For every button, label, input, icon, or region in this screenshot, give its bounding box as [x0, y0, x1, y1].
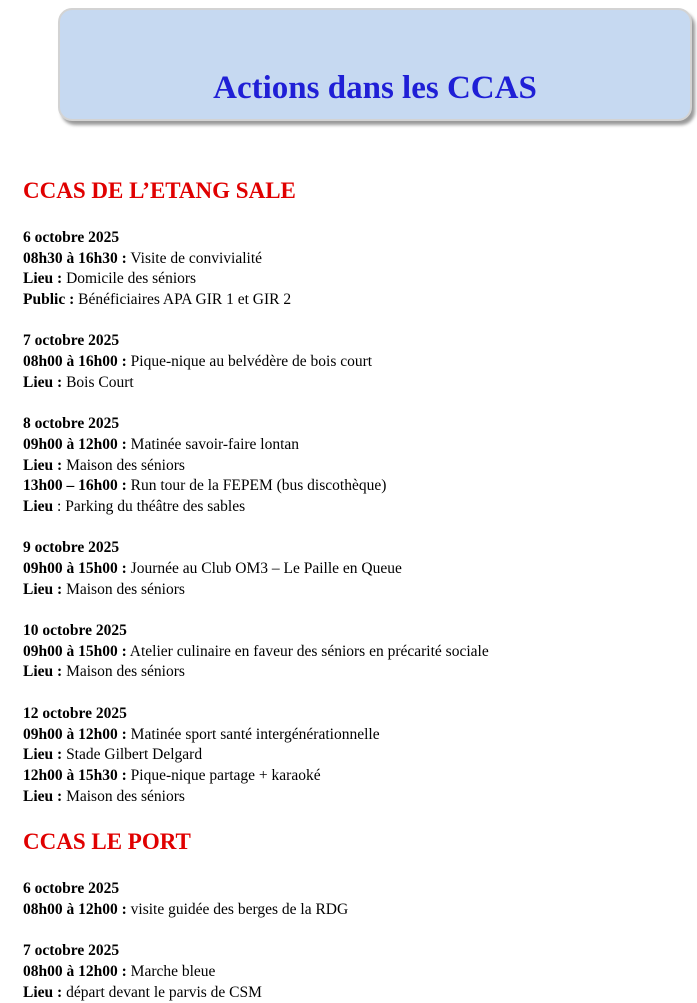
event-label: Lieu : [23, 983, 63, 1001]
event-label: 09h00 à 15h00 : [23, 642, 127, 660]
event-label: 08h30 à 16h30 : [23, 249, 127, 267]
event-line [23, 745, 683, 766]
event-line [23, 269, 683, 290]
event-text: Run tour de la FEPEM (bus discothèque) [126, 477, 387, 495]
event-label: 08h00 à 16h00 : [23, 353, 127, 371]
event-text: Marche bleue [126, 963, 216, 980]
event-date: 12 octobre 2025 [23, 704, 127, 722]
event-line [23, 766, 683, 787]
event-label: 08h00 à 12h00 : [23, 963, 127, 980]
event-line [23, 662, 683, 683]
event-label: Lieu [23, 497, 54, 515]
page-title: Actions dans les CCAS [213, 70, 537, 106]
event-label: Lieu : [23, 456, 63, 474]
title-box [58, 8, 692, 121]
event-text: Matinée savoir-faire lontan [126, 435, 300, 453]
event-label: 09h00 à 15h00 : [23, 560, 127, 577]
event-text: Domicile des séniors [62, 270, 197, 288]
event-label: Lieu : [23, 787, 63, 805]
event-text: visite guidée des berges de la RDG [126, 900, 349, 918]
event-label: 09h00 à 12h00 : [23, 435, 127, 453]
event-line [23, 580, 683, 601]
event-text: Maison des séniors [62, 663, 185, 681]
event-text: Atelier culinaire en faveur des séniors en précarité sociale [126, 642, 489, 660]
event-label: Public : [23, 291, 75, 309]
event-label: Lieu : [23, 373, 63, 391]
event-date: 7 octobre 2025 [23, 942, 120, 960]
event-text: Maison des séniors [62, 456, 185, 474]
event-date: 6 octobre 2025 [23, 880, 120, 898]
event-line [23, 787, 683, 808]
event-text: Maison des séniors [62, 787, 185, 805]
event-text: Visite de convivialité [126, 249, 263, 267]
event-text: : Parking du théâtre des sables [53, 497, 246, 515]
event-label: Lieu : [23, 663, 63, 681]
event-line [23, 900, 683, 921]
event-label: 08h00 à 12h00 : [23, 900, 127, 918]
event-line [23, 290, 683, 311]
section-title-le-port: CCAS LE PORT [23, 829, 191, 855]
event-text: Bénéficiaires APA GIR 1 et GIR 2 [74, 291, 292, 309]
event-line [23, 497, 683, 518]
event-line [23, 456, 683, 477]
event-line [23, 559, 683, 580]
event-line [23, 962, 683, 983]
event-date: 10 octobre 2025 [23, 622, 127, 640]
event-text: Bois Court [62, 373, 134, 391]
event-date: 6 octobre 2025 [23, 229, 120, 246]
event-date: 8 octobre 2025 [23, 415, 120, 433]
event-label: 12h00 à 15h30 : [23, 766, 127, 784]
event-label: Lieu : [23, 580, 63, 598]
event-date: 7 octobre 2025 [23, 332, 120, 350]
event-text: Pique-nique au belvédère de bois court [126, 353, 373, 371]
event-line [23, 373, 683, 394]
event-label: 13h00 – 16h00 : [23, 477, 127, 495]
event-line [23, 249, 683, 270]
event-text: Journée au Club OM3 – Le Paille en Queue [126, 560, 402, 577]
event-date: 9 octobre 2025 [23, 539, 120, 557]
event-label: Lieu : [23, 270, 63, 288]
event-line [23, 725, 683, 746]
event-line [23, 352, 683, 373]
event-label: 09h00 à 12h00 : [23, 725, 127, 743]
event-text: Maison des séniors [62, 580, 185, 598]
event-line [23, 476, 683, 497]
section-title-etang-sale: CCAS DE L’ETANG SALE [23, 178, 296, 203]
event-line [23, 435, 683, 456]
event-text: Stade Gilbert Delgard [62, 746, 203, 764]
event-text: Matinée sport santé intergénérationnelle [126, 725, 380, 743]
event-text: départ devant le parvis de CSM [62, 983, 262, 1001]
event-label: Lieu : [23, 746, 63, 764]
event-line [23, 642, 683, 663]
document-content [23, 172, 683, 1003]
event-text: Pique-nique partage + karaoké [126, 766, 321, 784]
